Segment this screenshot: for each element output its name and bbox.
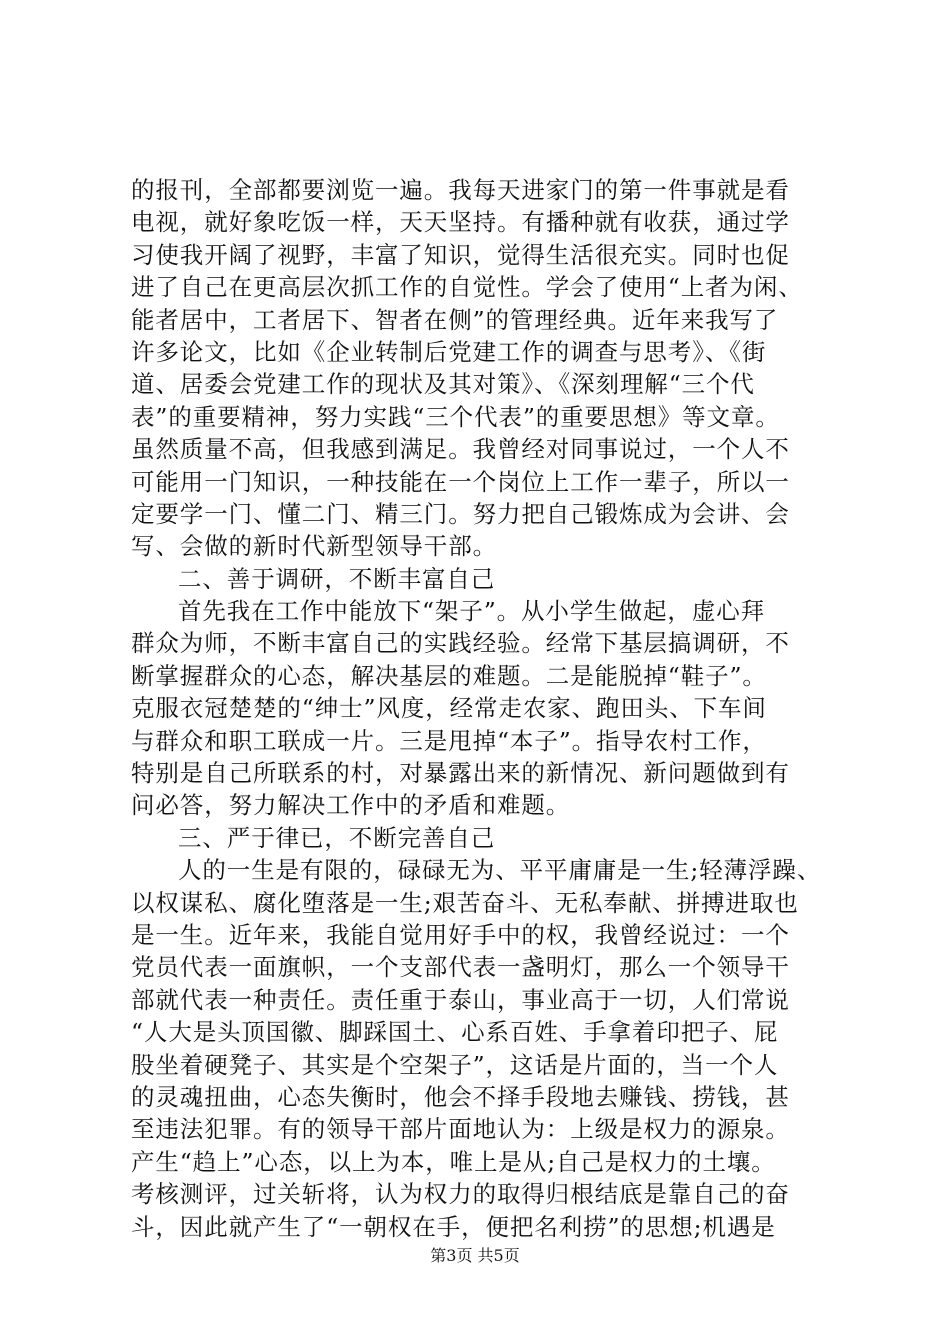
text-line: 可能用一门知识，一种技能在一个岗位上工作一辈子，所以一 bbox=[131, 467, 790, 496]
text-line: 党员代表一面旗帜，一个支部代表一盏明灯，那么一个领导干 bbox=[131, 953, 790, 982]
text-line: “人大是头顶国徽、脚踩国土、心系百姓、手拿着印把子、屁 bbox=[131, 1018, 779, 1047]
text-line: 以权谋私、腐化堕落是一生;艰苦奋斗、无私奉献、拼搏进取也 bbox=[131, 888, 799, 917]
text-line: 能者居中，工者居下、智者在侧”的管理经典。近年来我写了 bbox=[131, 305, 779, 334]
text-line: 群众为师，不断丰富自己的实践经验。经常下基层搞调研，不 bbox=[131, 629, 790, 658]
text-line: 问必答，努力解决工作中的矛盾和难题。 bbox=[131, 791, 571, 820]
text-line: 断掌握群众的心态，解决基层的难题。二是能脱掉“鞋子”。 bbox=[131, 661, 767, 690]
text-line: 部就代表一种责任。责任重于泰山，事业高于一切，人们常说 bbox=[131, 985, 790, 1014]
text-line: 习使我开阔了视野，丰富了知识，觉得生活很充实。同时也促 bbox=[131, 240, 790, 269]
text-line: 写、会做的新时代新型领导干部。 bbox=[131, 532, 497, 561]
text-line: 至违法犯罪。有的领导干部片面地认为：上级是权力的源泉。 bbox=[131, 1115, 790, 1144]
text-line: 股坐着硬凳子、其实是个空架子”，这话是片面的，当一个人 bbox=[131, 1050, 779, 1079]
document-body bbox=[131, 174, 831, 1243]
text-line: 定要学一门、懂二门、精三门。努力把自己锻炼成为会讲、会 bbox=[131, 499, 790, 528]
text-line: 进了自己在更高层次抓工作的自觉性。学会了使用“上者为闲、 bbox=[131, 273, 803, 302]
text-line: 的报刊，全部都要浏览一遍。我每天进家门的第一件事就是看 bbox=[131, 176, 790, 204]
text-line: 特别是自己所联系的村，对暴露出来的新情况、新问题做到有 bbox=[131, 759, 790, 788]
text-line: 产生“趋上”心态，以上为本，唯上是从;自己是权力的土壤。 bbox=[131, 1147, 776, 1176]
text-line: 道、居委会党建工作的现状及其对策》、《深刻理解“三个代 bbox=[131, 370, 755, 399]
page-footer: 第3页 共5页 bbox=[430, 1246, 520, 1265]
text-line: 克服衣冠楚楚的“绅士”风度，经常走农家、跑田头、下车间 bbox=[131, 694, 767, 723]
paragraph-start-line: 人的一生是有限的，碌碌无为、平平庸庸是一生;轻薄浮躁、 bbox=[178, 856, 822, 885]
text-line: 与群众和职工联成一片。三是甩掉“本子”。指导农村工作， bbox=[131, 726, 767, 755]
text-line: 许多论文，比如《企业转制后党建工作的调查与思考》、《街 bbox=[131, 337, 767, 366]
text-line: 电视，就好象吃饭一样，天天坚持。有播种就有收获，通过学 bbox=[131, 208, 790, 237]
text-line: 是一生。近年来，我能自觉用好手中的权，我曾经说过：一个 bbox=[131, 920, 790, 949]
text-line: 虽然质量不高，但我感到满足。我曾经对同事说过，一个人不 bbox=[131, 435, 790, 464]
text-line: 斗，因此就产生了“一朝权在手，便把名利捞”的思想;机遇是 bbox=[131, 1212, 776, 1241]
text-line: 考核测评，过关斩将，认为权力的取得归根结底是靠自己的奋 bbox=[131, 1180, 790, 1209]
text-line: 的灵魂扭曲，心态失衡时，他会不择手段地去赚钱、捞钱，甚 bbox=[131, 1082, 790, 1111]
text-line: 表”的重要精神，努力实践“三个代表”的重要思想》等文章。 bbox=[131, 402, 780, 431]
paragraph-start-line: 首先我在工作中能放下“架子”。从小学生做起，虚心拜 bbox=[178, 597, 766, 626]
paragraph-start-line: 三、严于律已，不断完善自己 bbox=[178, 823, 496, 852]
paragraph-start-line: 二、善于调研，不断丰富自己 bbox=[178, 564, 496, 593]
